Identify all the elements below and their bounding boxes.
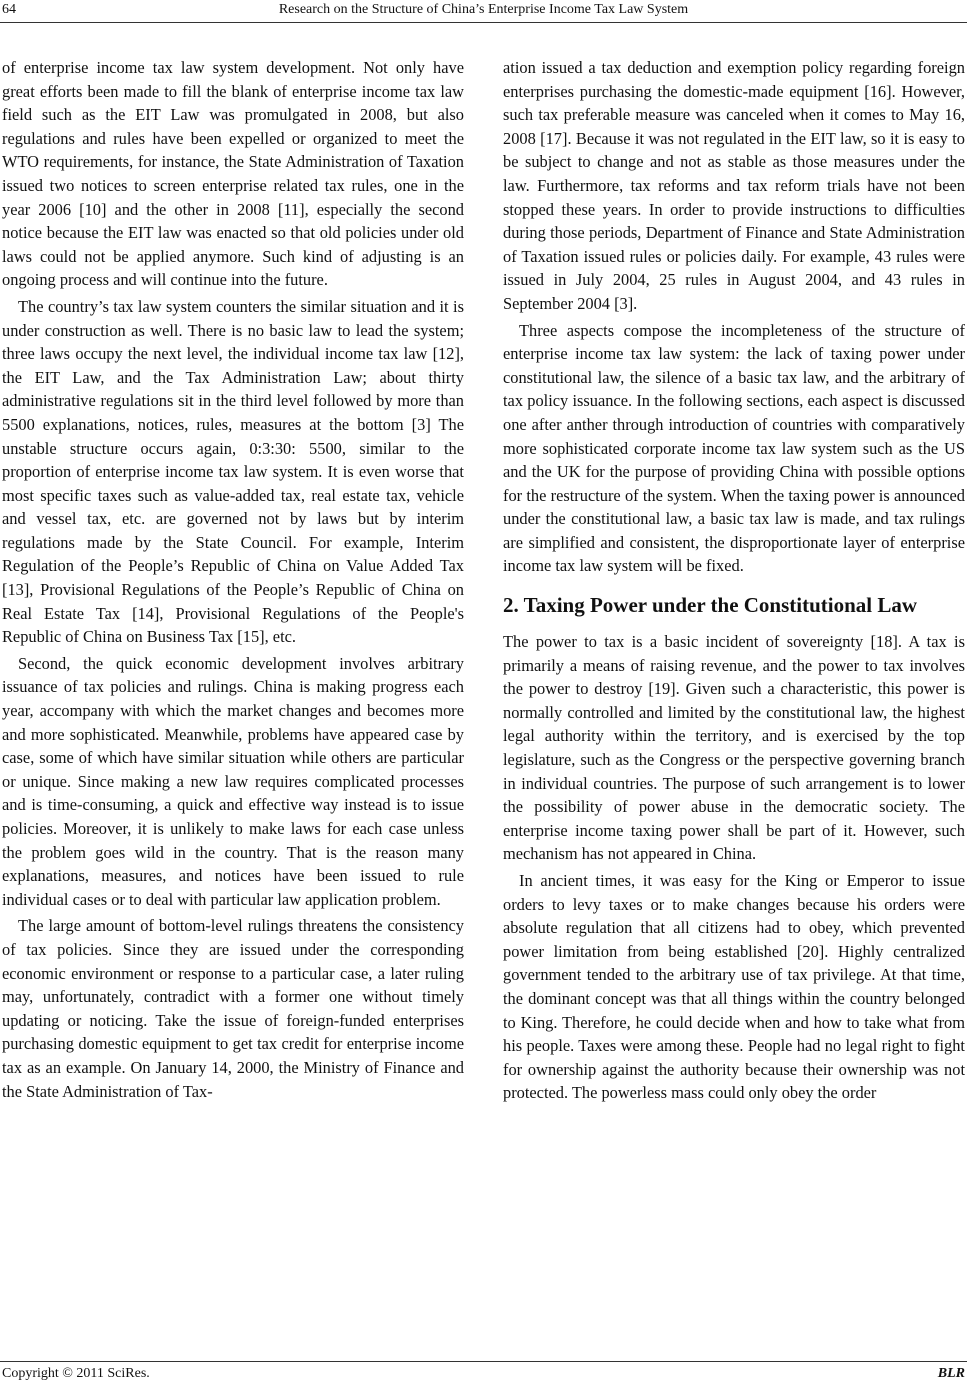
- journal-abbreviation: BLR: [937, 1366, 965, 1381]
- right-column: [503, 56, 965, 1105]
- running-title: Research on the Structure of China’s Enterprise Income Tax Law System: [278, 2, 689, 17]
- paragraph: of enterprise income tax law system development. Not only have great efforts been made to fill the blank of enterprise income tax law field such as the EIT Law was promulgated in 2008, but also regulations and rules have been expelled or organized to meet the WTO requirements, for instance, the State Administration of Taxation issued two notices to screen enterprise related tax rules, one in the year 2006 [10] and the other in 2008 [11], especially the second notice because the EIT law was enacted so that old policies under old laws could not be applied anymore. Such kind of adjusting is an ongoing process and will continue into the future.: [2, 58, 464, 290]
- paragraph: Second, the quick economic development involves arbitrary issuance of tax policies and rulings. China is making progress each year, accompany with which the market changes and becomes more and more sophisticated. Meanwhile, problems have appeared case by case, some of which have similar situation while others are particular or unique. Since making a new law requires complicated processes and is time-consuming, a quick and effective way instead is to issue policies. Moreover, it is unlikely to make laws for each case unless the problem goes wild in the country. That is the reason many explanations, measures, and notices have been issued to rule individual cases or to deal with particular law application problem.: [2, 653, 464, 909]
- paragraph: Three aspects compose the incompleteness of the structure of enterprise income tax law system: the lack of taxing power under constitutional law, the silence of a basic tax law, and the arbitrary of tax policy issuance. In the following sections, each aspect is discussed one after anther through introduction of countries with comparatively more sophisticated corporate income tax law system such as the US and the UK for the purpose of providing China with possible options for the restructure of the system. When the taxing power is announced under the constitutional law, a basic tax law is made, and tax rulings are simplified and consistent, the disproportionate layer of enterprise income tax law system will be fixed.: [503, 320, 965, 576]
- paragraph: ation issued a tax deduction and exemption policy regarding foreign enterprises purchasing the domestic-made equipment [16]. However, such tax preferable measure was canceled when it comes to May 16, 2008 [17]. Because it was not regulated in the EIT law, so it is easy to be subject to change and not as stable as those measures under the law. Furthermore, tax reforms and tax reform trials have not been stopped these years. In order to provide instructions to difficulties during those periods, Department of Finance and State Administration of Taxation issued rules or policies daily. For example, 43 rules were issued in July 2004, 25 rules in August 2004, and 43 rules in September 2004 [3].: [503, 58, 965, 313]
- copyright-notice: Copyright © 2011 SciRes.: [2, 1366, 150, 1381]
- left-column: [2, 56, 464, 1103]
- paragraph: The power to tax is a basic incident of sovereignty [18]. A tax is primarily a means of raising revenue, and the power to tax involves the power to destroy [19]. Given such a characteristic, this power is normally controlled and limited by the constitutional law, the highest legal authority within the territory, and is exercised by the top legislature, such as the Congress or the perspective governing branch in individual countries. The purpose of such arrangement is to lower the possibility of power abuse in the democratic society. The enterprise income taxing power shall be part of it. However, such mechanism has not appeared in China.: [503, 632, 965, 864]
- section-heading: 2. Taxing Power under the Constitutional Law: [503, 593, 918, 618]
- page-number: 64: [2, 2, 16, 17]
- paragraph: The large amount of bottom-level rulings threatens the consistency of tax policies. Since they are issued under the corresponding economic environment or response to a particular case, a later ruling may, unfortunately, contradict with a former one without timely updating or noticing. Take the issue of foreign-funded enterprises purchasing domestic equipment to get tax credit for enterprise income tax as an example. On January 14, 2000, the Ministry of Finance and the State Administration of Tax-: [2, 916, 464, 1101]
- footer-divider: [0, 1361, 967, 1362]
- paragraph: The country’s tax law system counters the similar situation and it is under construction as well. There is no basic law to lead the system; three laws occupy the next level, the individual income tax law [12], the EIT Law, and the Tax Administration Law; about thirty administrative regulations sit in the third level followed by more than 5500 explanations, notices, rules, measures at the bottom [3] The unstable structure occurs again, 0:3:30: 5500, similar to the proportion of enterprise income tax law system. It is even worse that most specific taxes such as value-added tax, real estate tax, vehicle and vessel tax, etc. are governed not by laws but by interim regulations made by the State Council. For example, Interim Regulation of the People’s Republic of China on Value Added Tax [13], Provisional Regulations of the People’s Republic of China on Real Estate Tax [14], Provisional Regulations of the People's Republic of China on Business Tax [15], etc.: [2, 296, 464, 647]
- header-divider: [0, 22, 967, 23]
- paragraph: In ancient times, it was easy for the King or Emperor to issue orders to levy taxes or to make changes because his orders were absolute regulation that all citizens had to obey, which prevented power limitation from being established [20]. Highly centralized government tended to the arbitrary use of tax privilege. At that time, the dominant concept was that all things within the country belonged to King. Therefore, he could decide when and how to take what from his people. Taxes were among these. People had no legal right to fight for ownership against the authority because their ownership was not protected. The powerless mass could only obey the order: [503, 871, 965, 1103]
